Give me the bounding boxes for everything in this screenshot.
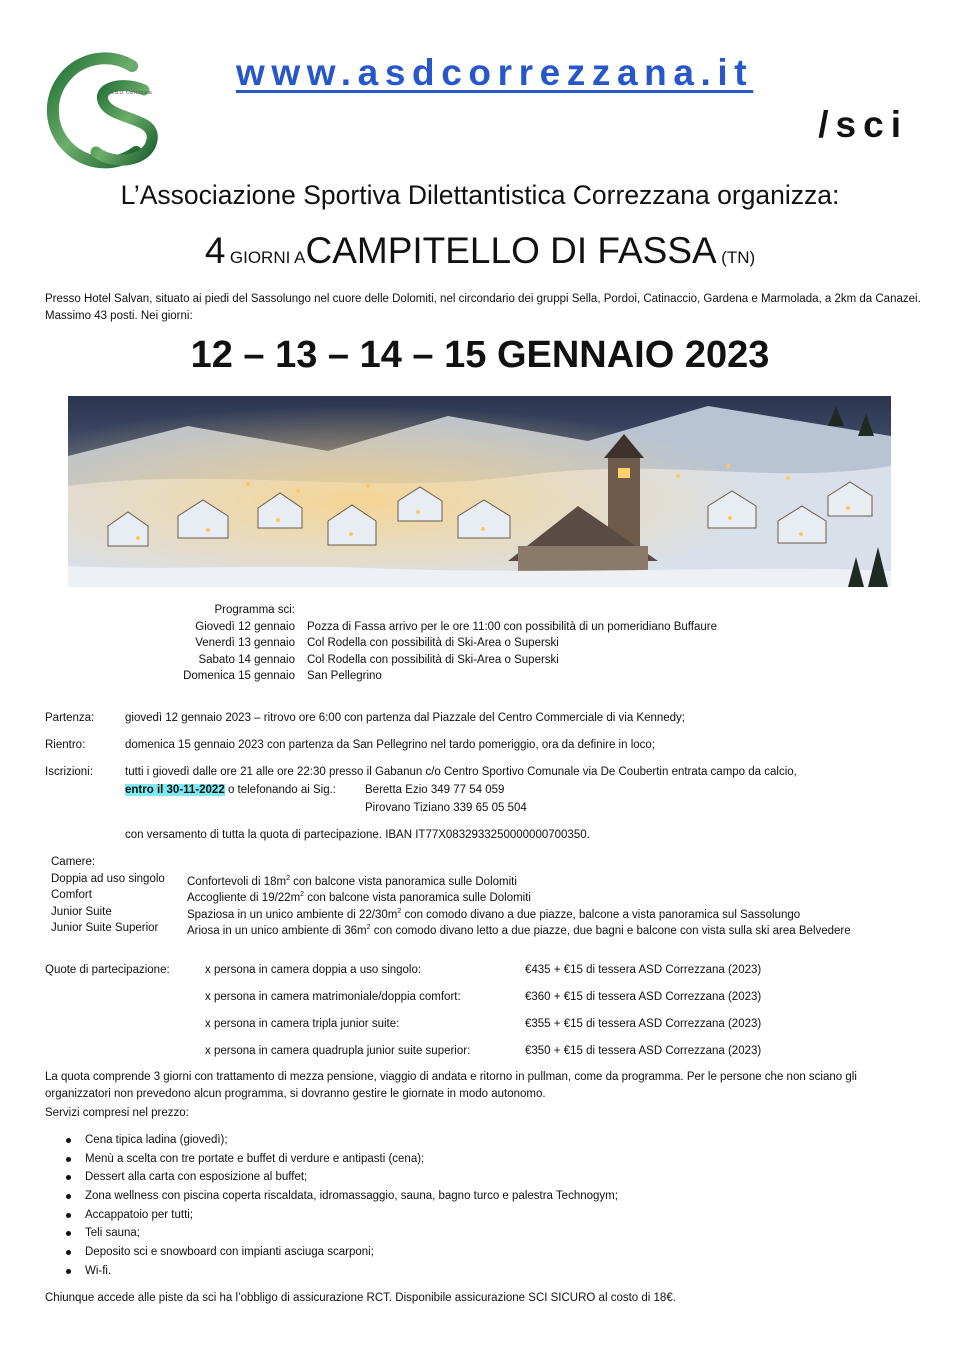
program-desc: Pozza di Fassa arrivo per le ore 11:00 con possibilità di un pomeridiano Buffaure [307,620,717,633]
services-title: Servizi compresi nel prezzo: [45,1107,189,1119]
logo-text: A.S.D. Correzzana [110,90,152,96]
quote-price: €360 + €15 di tessera ASD Correzzana (2023) [525,991,762,1003]
return-label: Rientro: [45,739,86,751]
list-item: Cena tipica ladina (giovedì); [85,1131,618,1150]
room-desc: Accogliente di $19/22m^2$ con balcone vista panoramica sulle Dolomiti [187,891,531,904]
list-item: Menù a scelta con tre portate e buffet di verdure e antipasti (cena); [85,1150,618,1169]
list-item: Teli sauna; [85,1224,618,1243]
organizer-heading: L’Associazione Sportiva Dilettantistica Correzzana organizza: [120,180,840,210]
website-link[interactable]: www.asdcorrezzana.it [236,52,754,93]
signup-label: Iscrizioni: [45,766,93,778]
program-desc: Col Rodella con possibilità di Ski-Area o Superski [307,637,559,649]
destination: CAMPITELLO DI FASSA [305,230,717,271]
program-day: Domenica 15 gennaio [183,670,295,682]
signup-deadline: entro il 30-11-2022 [125,784,225,796]
list-item: Zona wellness con piscina coperta riscaldata, idromassaggio, sauna, bagno turco e palestra Technogym; [85,1187,618,1206]
days-word: GIORNI A [229,248,306,267]
quote-price: €355 + €15 di tessera ASD Correzzana (2023) [525,1018,762,1030]
days-number: 4 [204,230,226,271]
room-desc: Spaziosa in un unico ambiente di $22/30m^2$ con comodo divano a due piazze, balcone a vista panoramica sul Sassolungo [187,907,801,921]
quotes-label: Quote di partecipazione: [45,964,170,976]
contact-1: Beretta Ezio 349 77 54 059 [365,784,505,796]
room-desc: Confortevoli di $18m^2$ con balcone vista panoramica sulle Dolomiti [187,874,517,888]
return-text: domenica 15 gennaio 2023 con partenza da San Pellegrino nel tardo pomeriggio, ora da definire in loco; [125,739,655,751]
payment-text: con versamento di tutta la quota di partecipazione. IBAN IT77X0832933250000000700350. [125,829,590,841]
program-day: Giovedì 12 gennaio [195,620,295,633]
services-list [45,1131,618,1281]
list-item: Accappatoio per tutti; [85,1206,618,1225]
includes-paragraph: La quota comprende 3 giorni con trattamento di mezza pensione, viaggio di andata e ritorno in pullman, come da programma. Per le persone che non sciano gli organizzatori non prevedono alcun programma, si dovranno gestire le giornate in modo autonomo. [45,1071,857,1100]
room-type: Junior Suite Superior [51,922,159,934]
signup-deadline-line [125,782,336,799]
list-item: Deposito sci e snowboard con impianti asciuga scarponi; [85,1243,618,1262]
program-title: Programma sci: [214,604,295,616]
signup-phone-intro: o telefonando ai Sig.: [227,784,336,796]
quote-desc: x persona in camera matrimoniale/doppia comfort: [205,991,461,1003]
trip-dates: 12 – 13 – 14 – 15 GENNAIO 2023 [190,334,770,376]
village-photo [68,396,891,587]
room-desc: Ariosa in un unico ambiente di $36m^2$ con comodo divano letto a due piazze, due bagni e balcone con vista sulla ski area Belvedere [187,924,851,937]
departure-text: giovedì 12 gennaio 2023 – ritrovo ore 6:00 con partenza dal Piazzale del Centro Commerciale di via Kennedy; [125,712,686,724]
trip-headline [0,230,960,272]
list-item: Dessert alla carta con esposizione al buffet; [85,1168,618,1187]
room-type: Junior Suite [51,905,112,918]
quote-desc: x persona in camera quadrupla junior suite superior: [205,1045,471,1057]
club-logo [44,48,172,172]
province: (TN) [721,248,756,267]
contact-2: Pirovano Tiziano 339 65 05 504 [365,802,527,814]
quote-price: €350 + €15 di tessera ASD Correzzana (2023) [525,1045,762,1057]
quote-desc: x persona in camera doppia a uso singolo: [205,964,422,976]
program-day: Sabato 14 gennaio [198,653,295,666]
rooms-title: Camere: [51,856,96,868]
ski-program [0,602,960,692]
section-label: /sci [818,104,908,145]
quote-price: €435 + €15 di tessera ASD Correzzana (2023) [525,964,762,976]
room-type: Comfort [51,889,92,901]
intro-paragraph: Presso Hotel Salvan, situato ai piedi del Sassolungo nel cuore delle Dolomiti, nel circondario dei gruppi Sella, Pordoi, Catinaccio, Gardena e Marmolada, a 2km da Canazei. Massimo 43 posti. Nei giorni: [45,293,921,322]
departure-label: Partenza: [45,712,95,724]
program-desc: San Pellegrino [307,670,382,682]
room-type: Doppia ad uso singolo [51,872,165,885]
program-day: Venerdì 13 gennaio [195,637,295,649]
list-item: Wi-fi. [85,1262,618,1281]
insurance-note: Chiunque accede alle piste da sci ha l’obbligo di assicurazione RCT. Disponibile assicurazione SCI SICURO al costo di 18€. [45,1292,676,1304]
program-desc: Col Rodella con possibilità di Ski-Area o Superski [307,653,559,666]
signup-text: tutti i giovedì dalle ore 21 alle ore 22:30 presso il Gabanun c/o Centro Sportivo Comunale via De Coubertin entrata campo da calcio, [125,766,797,778]
quote-desc: x persona in camera tripla junior suite: [205,1018,400,1030]
